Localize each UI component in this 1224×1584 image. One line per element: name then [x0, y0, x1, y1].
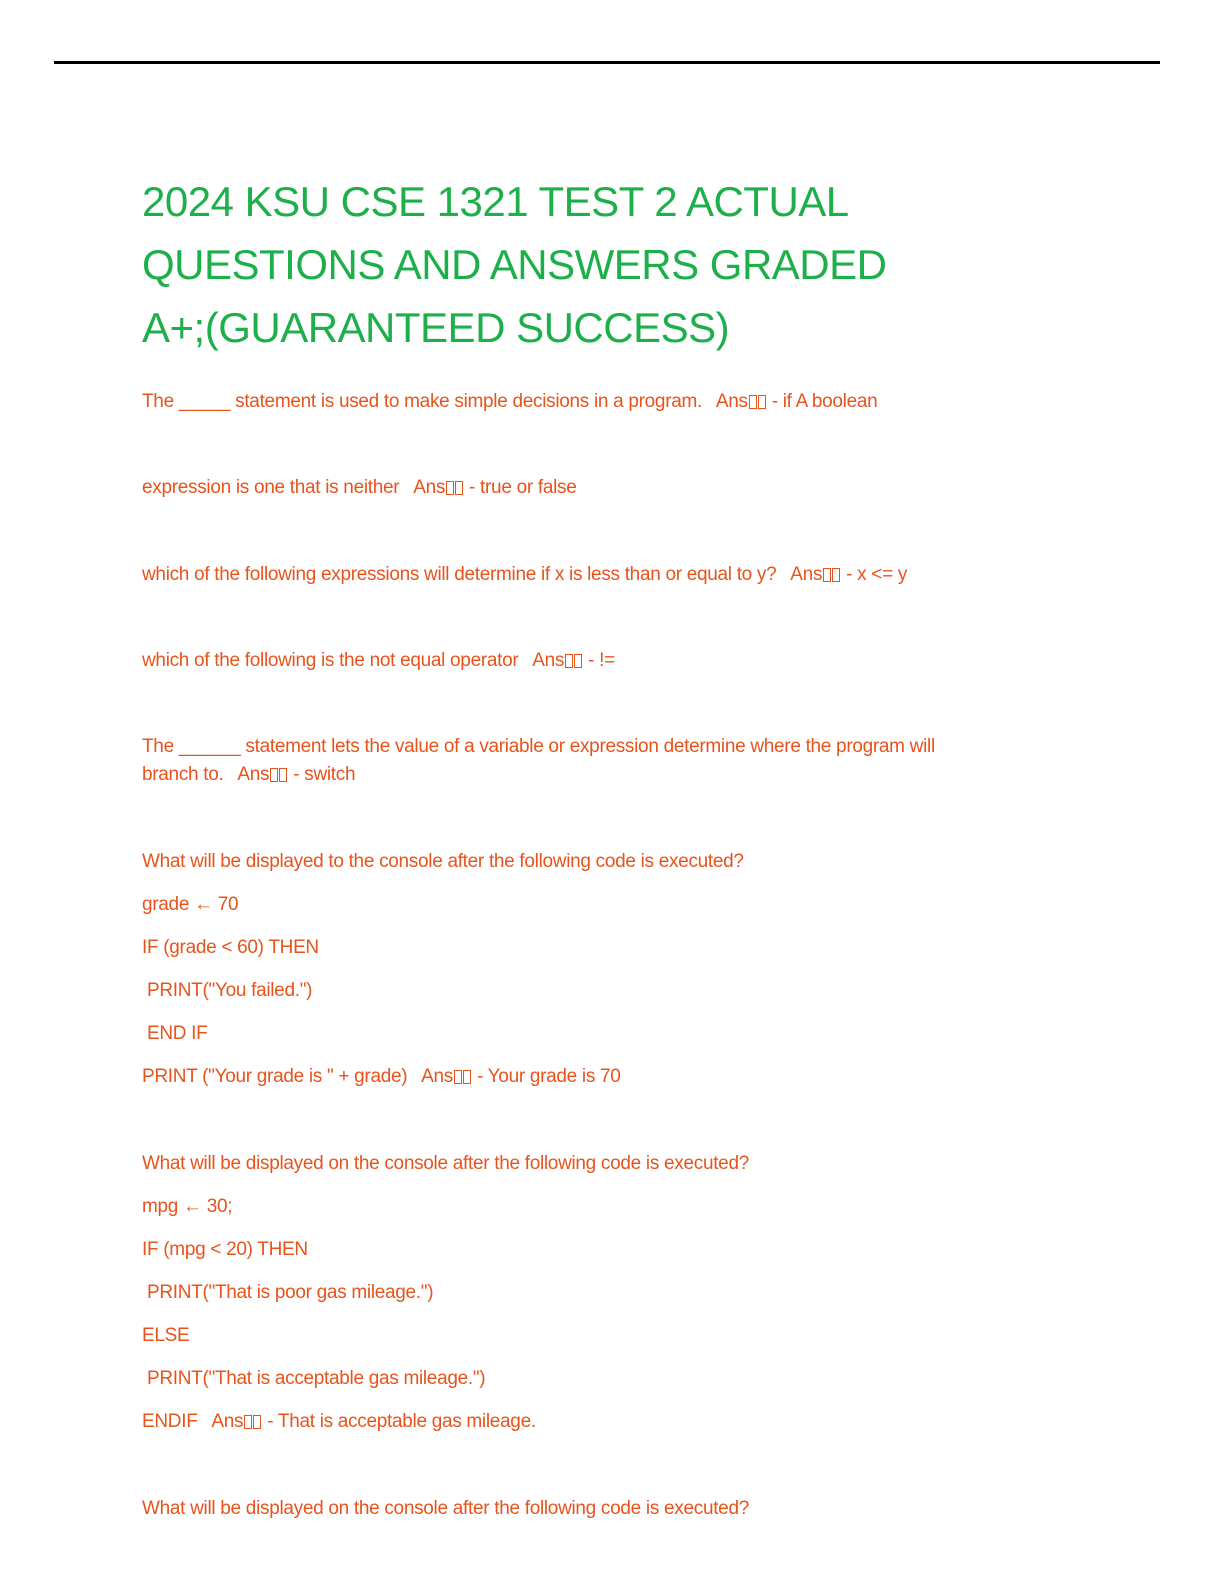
- qa-item-7-answer-line: [142, 1408, 536, 1436]
- question-text: The _____ statement is used to make simple decisions in a program.: [142, 391, 702, 412]
- code-line: ELSE: [142, 1325, 190, 1346]
- qa-item-8-question: [142, 1495, 749, 1523]
- question-text: expression is one that is neither: [142, 477, 400, 498]
- code-line: PRINT("You failed."): [142, 980, 313, 1001]
- qa-item-2: [142, 474, 576, 502]
- missing-glyph-icon: [270, 763, 292, 779]
- answer-label: Ans: [715, 391, 748, 412]
- question-text: which of the following is the not equal operator: [142, 650, 519, 671]
- code-line: IF (grade < 60) THEN: [142, 937, 319, 958]
- header-rule: [54, 61, 1160, 64]
- qa-item-4: [142, 647, 615, 675]
- question-text: What will be displayed to the console after the following code is executed?: [142, 851, 744, 872]
- answer-text: - Your grade is 70: [477, 1066, 621, 1087]
- question-text: which of the following expressions will determine if x is less than or equal to y?: [142, 564, 777, 585]
- question-text: branch to.: [142, 764, 224, 785]
- code-line: PRINT ("Your grade is " + grade): [142, 1066, 408, 1087]
- question-text: What will be displayed on the console after the following code is executed?: [142, 1498, 749, 1519]
- answer-label: Ans: [532, 650, 565, 671]
- code-line: PRINT("That is acceptable gas mileage."): [142, 1368, 486, 1389]
- missing-glyph-icon: [823, 563, 845, 579]
- question-text: The ______ statement lets the value of a variable or expression determine where the program will: [142, 736, 935, 757]
- qa-item-7-question: [142, 1150, 749, 1178]
- missing-glyph-icon: [446, 476, 468, 492]
- code-line: mpg ← 30;: [142, 1196, 233, 1217]
- missing-glyph-icon: [749, 390, 771, 406]
- title-line-1: 2024 KSU CSE 1321 TEST 2 ACTUAL: [142, 178, 849, 225]
- code-line: ENDIF: [142, 1411, 198, 1432]
- qa-item-6-question: [142, 848, 744, 876]
- answer-text: - true or false: [469, 477, 577, 498]
- answer-text: - switch: [293, 764, 356, 785]
- qa-item-1: [142, 388, 877, 416]
- missing-glyph-icon: [565, 649, 587, 665]
- missing-glyph-icon: [454, 1065, 476, 1081]
- answer-label: Ans: [790, 564, 823, 585]
- qa-item-3: [142, 561, 907, 589]
- answer-label: Ans: [211, 1411, 244, 1432]
- title-line-3: A+;(GUARANTEED SUCCESS): [142, 304, 730, 351]
- answer-text: - x <= y: [846, 564, 908, 585]
- code-line: IF (mpg < 20) THEN: [142, 1239, 308, 1260]
- question-text: What will be displayed on the console after the following code is executed?: [142, 1153, 749, 1174]
- title-line-2: QUESTIONS AND ANSWERS GRADED: [142, 241, 887, 288]
- code-line: END IF: [142, 1023, 208, 1044]
- answer-label: Ans: [237, 764, 270, 785]
- answer-text: - !=: [588, 650, 615, 671]
- answer-label: Ans: [421, 1066, 454, 1087]
- qa-item-5-line-1: [142, 733, 935, 761]
- code-line: PRINT("That is poor gas mileage."): [142, 1282, 434, 1303]
- qa-item-6-answer-line: [142, 1063, 621, 1091]
- document-title: [142, 170, 1042, 359]
- answer-label: Ans: [413, 477, 446, 498]
- answer-text: - That is acceptable gas mileage.: [267, 1411, 536, 1432]
- answer-text: - if A boolean: [771, 391, 878, 412]
- missing-glyph-icon: [244, 1410, 266, 1426]
- qa-item-5-line-2: [142, 761, 355, 789]
- code-line: grade ← 70: [142, 894, 239, 915]
